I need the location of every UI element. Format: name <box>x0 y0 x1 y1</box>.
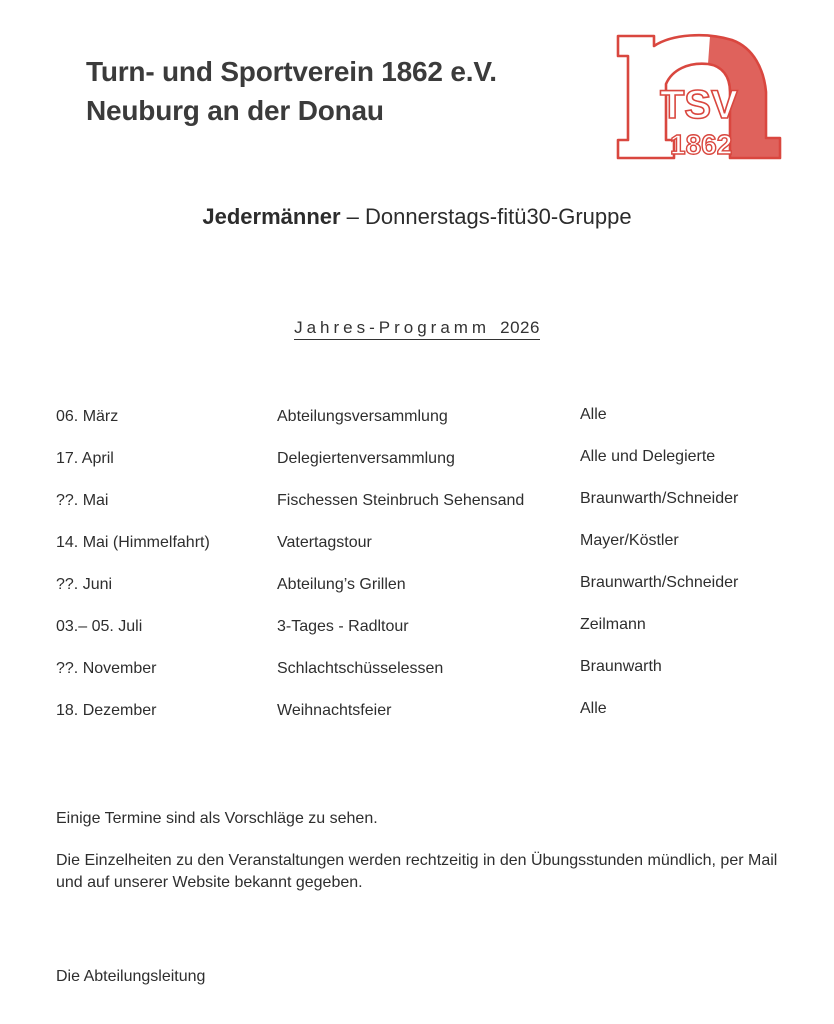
schedule-date: 06. März <box>56 408 119 425</box>
schedule-date: ??. November <box>56 660 157 677</box>
schedule-event: Weihnachtsfeier <box>277 702 392 719</box>
schedule-organizer: Mayer/Köstler <box>580 532 679 549</box>
schedule-event: Delegiertenversammlung <box>277 450 455 467</box>
logo-tsv-text: TSV <box>660 83 738 127</box>
schedule-event: Fischessen Steinbruch Sehensand <box>277 492 525 509</box>
schedule-row <box>56 648 796 690</box>
schedule-event: Abteilungsversammlung <box>277 408 448 425</box>
schedule-organizer: Braunwarth <box>580 658 662 675</box>
schedule-table <box>56 396 796 732</box>
notes-section <box>56 808 796 894</box>
schedule-event: 3-Tages - Radltour <box>277 618 409 635</box>
schedule-organizer: Alle <box>580 700 607 717</box>
schedule-date: ??. Juni <box>56 576 113 593</box>
schedule-row <box>56 522 796 564</box>
schedule-row <box>56 690 796 732</box>
note-details: Die Einzelheiten zu den Veranstaltungen werden rechtzeitig in den Übungsstunden mündlich, per Mail und auf unserer Website bekannt gegeben. <box>56 852 778 891</box>
schedule-date: ??. Mai <box>56 492 109 509</box>
subtitle-rest: Donnerstags-fitü30-Gruppe <box>365 204 632 229</box>
tsv-logo <box>614 30 786 164</box>
schedule-date: 14. Mai (Himmelfahrt) <box>56 534 210 551</box>
subtitle-bold: Jedermänner <box>202 204 341 229</box>
logo-year-text: 1862 <box>670 129 733 160</box>
schedule-event: Vatertagstour <box>277 534 372 551</box>
schedule-row <box>56 396 796 438</box>
note-suggestions: Einige Termine sind als Vorschläge zu sehen. <box>56 810 378 827</box>
schedule-row <box>56 480 796 522</box>
schedule-organizer: Alle und Delegierte <box>580 448 716 465</box>
program-title-year: 2026 <box>500 318 540 337</box>
schedule-date: 18. Dezember <box>56 702 157 719</box>
org-name-line-2: Neuburg an der Donau <box>86 95 384 126</box>
schedule-organizer: Braunwarth/Schneider <box>580 490 739 507</box>
schedule-row <box>56 564 796 606</box>
organization-name <box>86 52 497 130</box>
signoff: Die Abteilungsleitung <box>56 968 206 985</box>
schedule-date: 03.– 05. Juli <box>56 618 143 635</box>
schedule-organizer: Alle <box>580 406 607 423</box>
program-title <box>0 318 834 340</box>
program-title-label: Jahres-Programm <box>294 318 491 337</box>
group-subtitle <box>0 204 834 230</box>
org-name-line-1: Turn- und Sportverein 1862 e.V. <box>86 56 497 87</box>
schedule-row <box>56 606 796 648</box>
schedule-organizer: Zeilmann <box>580 616 646 633</box>
subtitle-dash: – <box>340 204 366 229</box>
schedule-row <box>56 438 796 480</box>
schedule-event: Abteilung’s Grillen <box>277 576 406 593</box>
schedule-organizer: Braunwarth/Schneider <box>580 574 739 591</box>
schedule-date: 17. April <box>56 450 114 467</box>
schedule-event: Schlachtschüsselessen <box>277 660 444 677</box>
